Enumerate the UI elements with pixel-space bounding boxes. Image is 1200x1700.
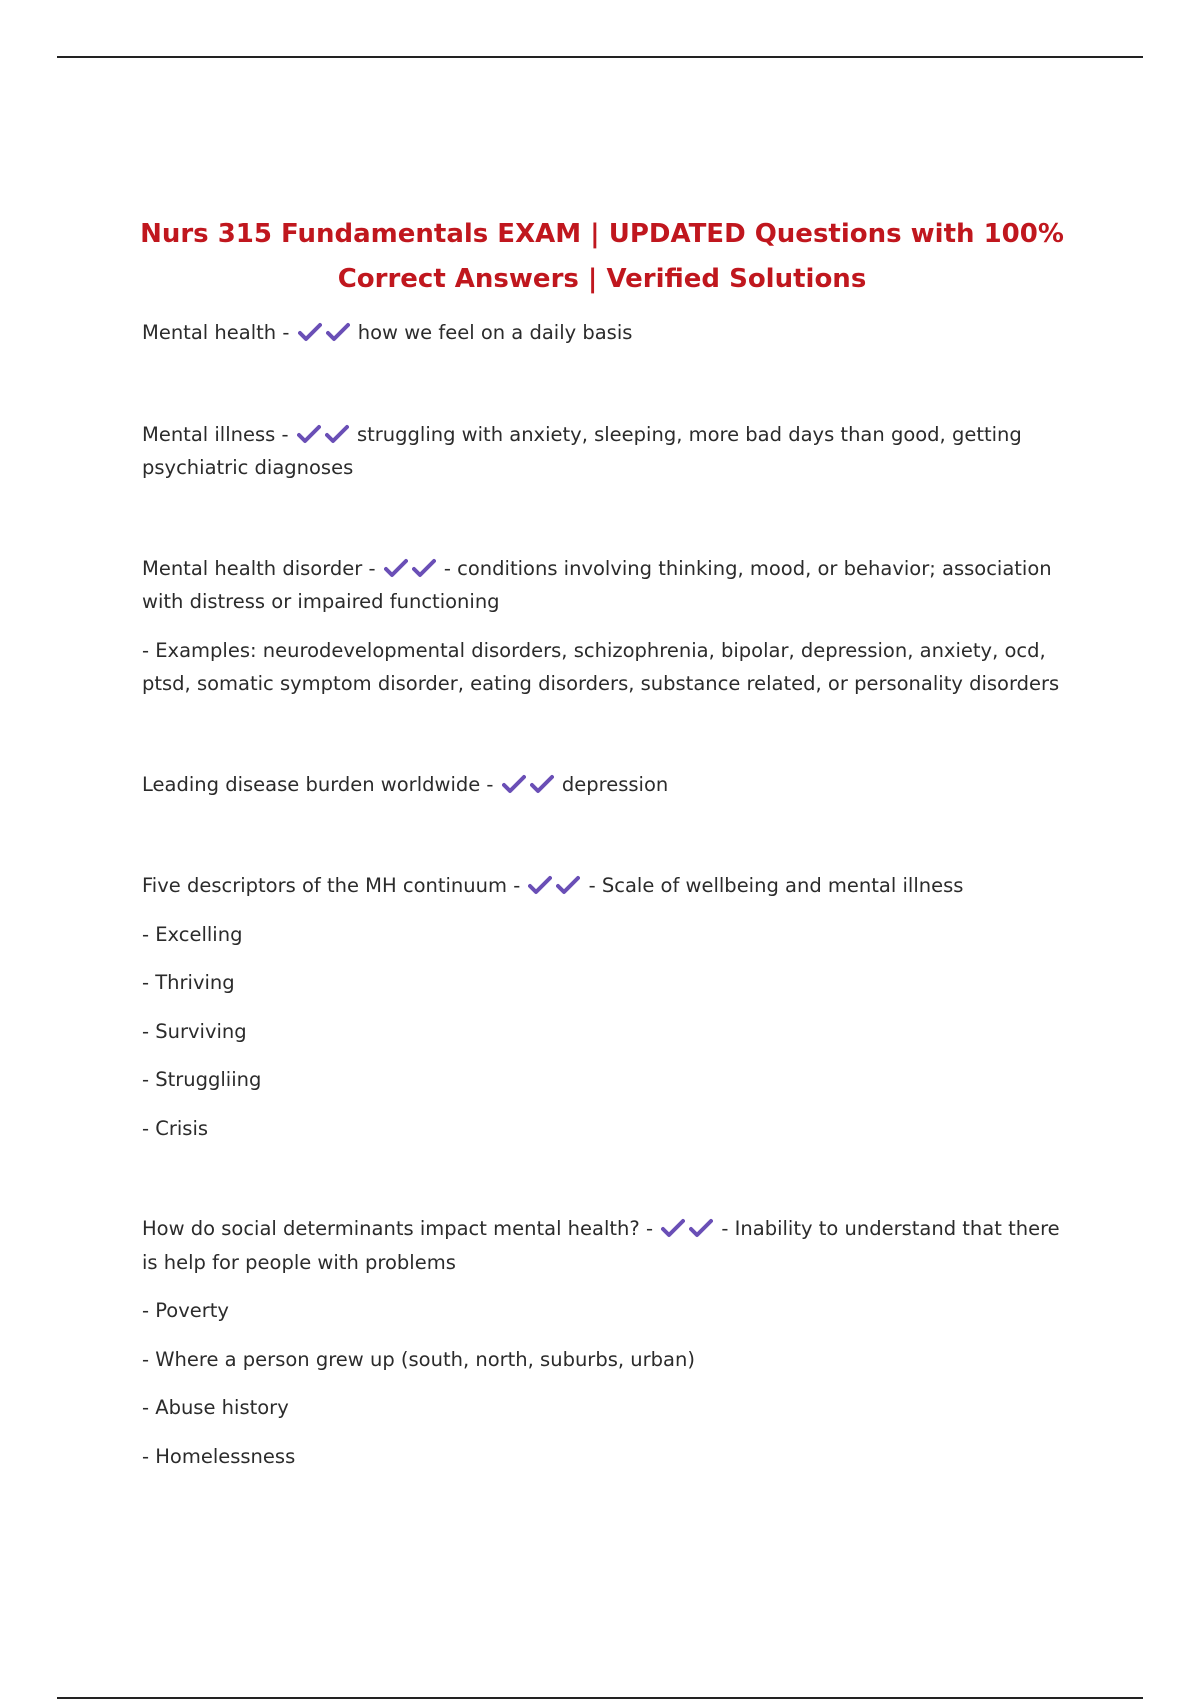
qa-sub-item: - Excelling <box>142 922 243 946</box>
qa-answer: depression <box>561 772 669 796</box>
qa-sub-item: - Thriving <box>142 971 235 994</box>
qa-entry <box>142 768 1062 802</box>
qa-entry <box>142 418 1062 485</box>
double-check-icon <box>500 773 556 796</box>
qa-sub-item: - Where a person grew up (south, north, suburbs, urban) <box>142 1347 695 1371</box>
qa-term: Mental health disorder - <box>142 556 376 580</box>
qa-sub-item: - Poverty <box>142 1299 229 1322</box>
qa-question-line <box>142 552 1062 619</box>
qa-sub-item: - Homelessness <box>142 1444 296 1468</box>
double-check-icon <box>295 423 351 446</box>
document-body <box>142 212 1062 1473</box>
header-rule <box>57 56 1143 58</box>
qa-term: How do social determinants impact mental health? - <box>142 1217 653 1240</box>
qa-term: Leading disease burden worldwide - <box>142 772 494 796</box>
qa-sub-item: - Struggliing <box>142 1068 262 1091</box>
title-line-1: Nurs 315 Fundamentals EXAM | UPDATED Questions with 100% <box>140 219 1064 249</box>
title-line-2: Correct Answers | Verified Solutions <box>337 264 867 294</box>
qa-answer: - conditions involving thinking, mood, or behavior; association with distress or impaired functioning <box>142 556 1052 613</box>
footer-rule <box>57 1697 1143 1699</box>
qa-answer: - Inability to understand that there is help for people with problems <box>142 1217 1060 1274</box>
qa-question-line <box>142 869 1062 903</box>
qa-question-line <box>142 418 1062 485</box>
qa-sub-item: - Crisis <box>142 1116 209 1140</box>
qa-answer: struggling with anxiety, sleeping, more bad days than good, getting psychiatric diagnoses <box>142 422 1022 479</box>
qa-sub-item: - Abuse history <box>142 1396 289 1419</box>
qa-term: Five descriptors of the MH continuum - <box>142 874 521 897</box>
qa-sub-item: - Examples: neurodevelopmental disorders, schizophrenia, bipolar, depression, anxiety, ocd, ptsd, somatic symptom disorder, eating disorders, substance related, or personality disorders <box>142 638 1060 695</box>
qa-entry <box>142 1212 1062 1473</box>
qa-sub-item: - Surviving <box>142 1019 247 1043</box>
qa-question-line <box>142 316 1062 350</box>
qa-answer: how we feel on a daily basis <box>357 321 633 344</box>
document-title <box>132 212 1072 302</box>
qa-term: Mental illness - <box>142 422 289 446</box>
qa-entry <box>142 316 1062 350</box>
double-check-icon <box>296 321 352 344</box>
qa-answer: - Scale of wellbeing and mental illness <box>588 874 964 897</box>
double-check-icon <box>526 874 582 897</box>
qa-entry <box>142 552 1062 701</box>
qa-question-line <box>142 1212 1062 1279</box>
double-check-icon <box>382 557 438 580</box>
qa-term: Mental health - <box>142 321 290 344</box>
qa-entry <box>142 869 1062 1145</box>
qa-question-line <box>142 768 1062 802</box>
double-check-icon <box>659 1217 715 1240</box>
